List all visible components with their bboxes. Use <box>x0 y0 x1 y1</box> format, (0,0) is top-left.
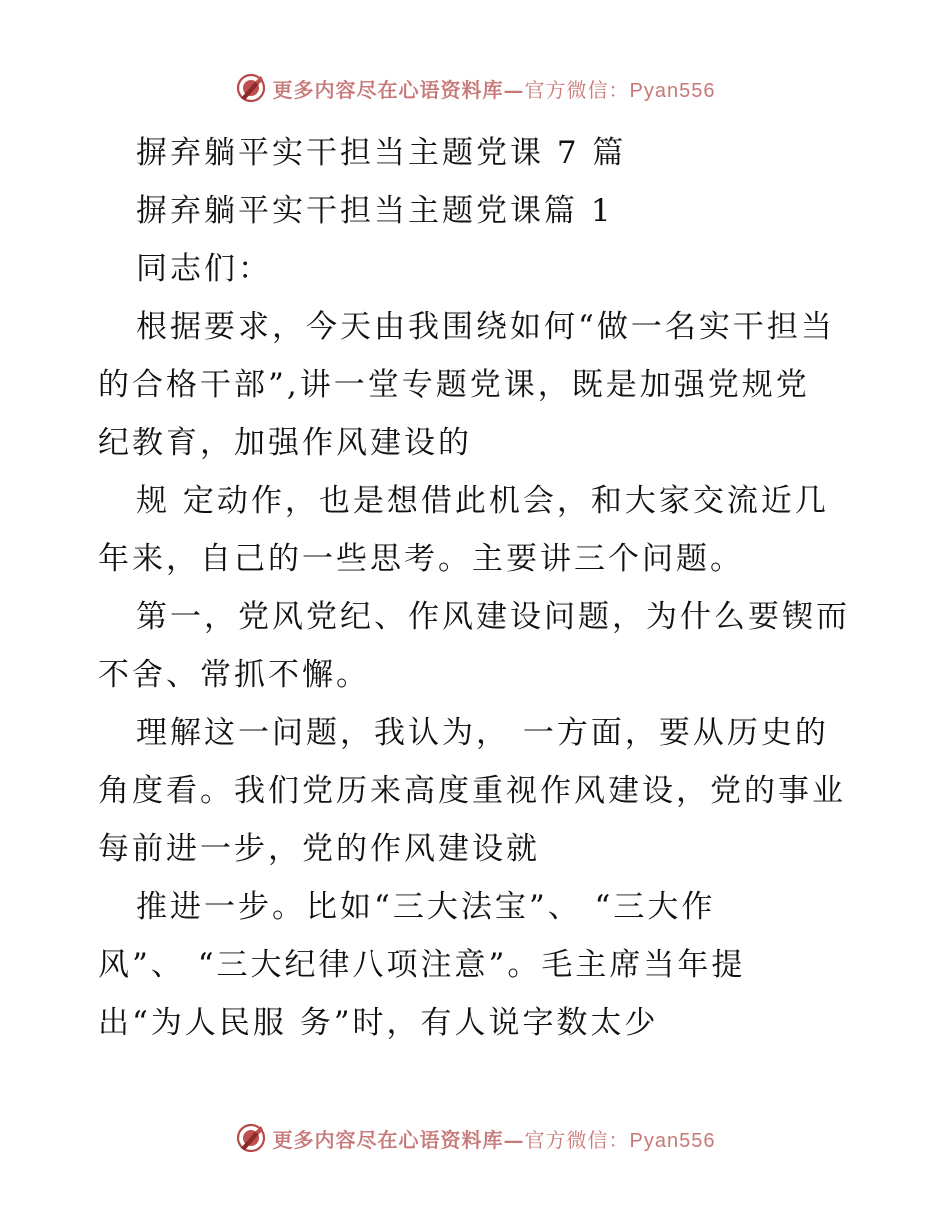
document-line: 每前进一步，党的作风建设就 <box>98 831 540 867</box>
document-line: 不舍、常抓不懈。 <box>98 657 370 693</box>
document-line: 摒弃躺平实干担当主题党课 7 篇 <box>136 135 627 171</box>
footer-banner-title: 更多内容尽在心语资料库— <box>272 1127 525 1152</box>
document-line: 风”、 “三大纪律八项注意”。毛主席当年提 <box>98 947 746 983</box>
footer-banner-contact: 官方微信：Pyan556 <box>524 1129 716 1152</box>
pen-logo-icon <box>235 72 267 104</box>
document-line: 根据要求，今天由我围绕如何“做一名实干担当 <box>136 309 835 345</box>
pen-logo-icon <box>235 1122 267 1154</box>
document-line: 同志们： <box>136 251 272 287</box>
document-line: 年来，自己的一些思考。主要讲三个问题。 <box>98 541 744 577</box>
document-line: 理解这一问题，我认为， 一方面，要从历史的 <box>136 715 829 751</box>
header-banner-title: 更多内容尽在心语资料库— <box>272 77 525 102</box>
document-line: 摒弃躺平实干担当主题党课篇 1 <box>136 193 614 229</box>
document-line: 出“为人民服 务”时，有人说字数太少 <box>98 1005 659 1041</box>
footer-banner-text <box>273 1124 716 1153</box>
document-line: 的合格干部”,讲一堂专题党课，既是加强党规党 <box>98 367 810 403</box>
document-line: 角度看。我们党历来高度重视作风建设，党的事业 <box>98 773 846 809</box>
page-header-banner <box>0 72 950 104</box>
document-line: 纪教育，加强作风建设的 <box>98 425 472 461</box>
header-banner-contact: 官方微信：Pyan556 <box>524 79 716 102</box>
header-banner-text <box>273 74 716 103</box>
document-line: 第一，党风党纪、作风建设问题，为什么要锲而 <box>136 599 850 635</box>
document-line: 规 定动作，也是想借此机会，和大家交流近几 <box>136 483 829 519</box>
page-footer-banner <box>0 1122 950 1154</box>
document-body <box>98 124 858 1052</box>
document-line: 推进一步。比如“三大法宝”、 “三大作 <box>136 889 716 925</box>
